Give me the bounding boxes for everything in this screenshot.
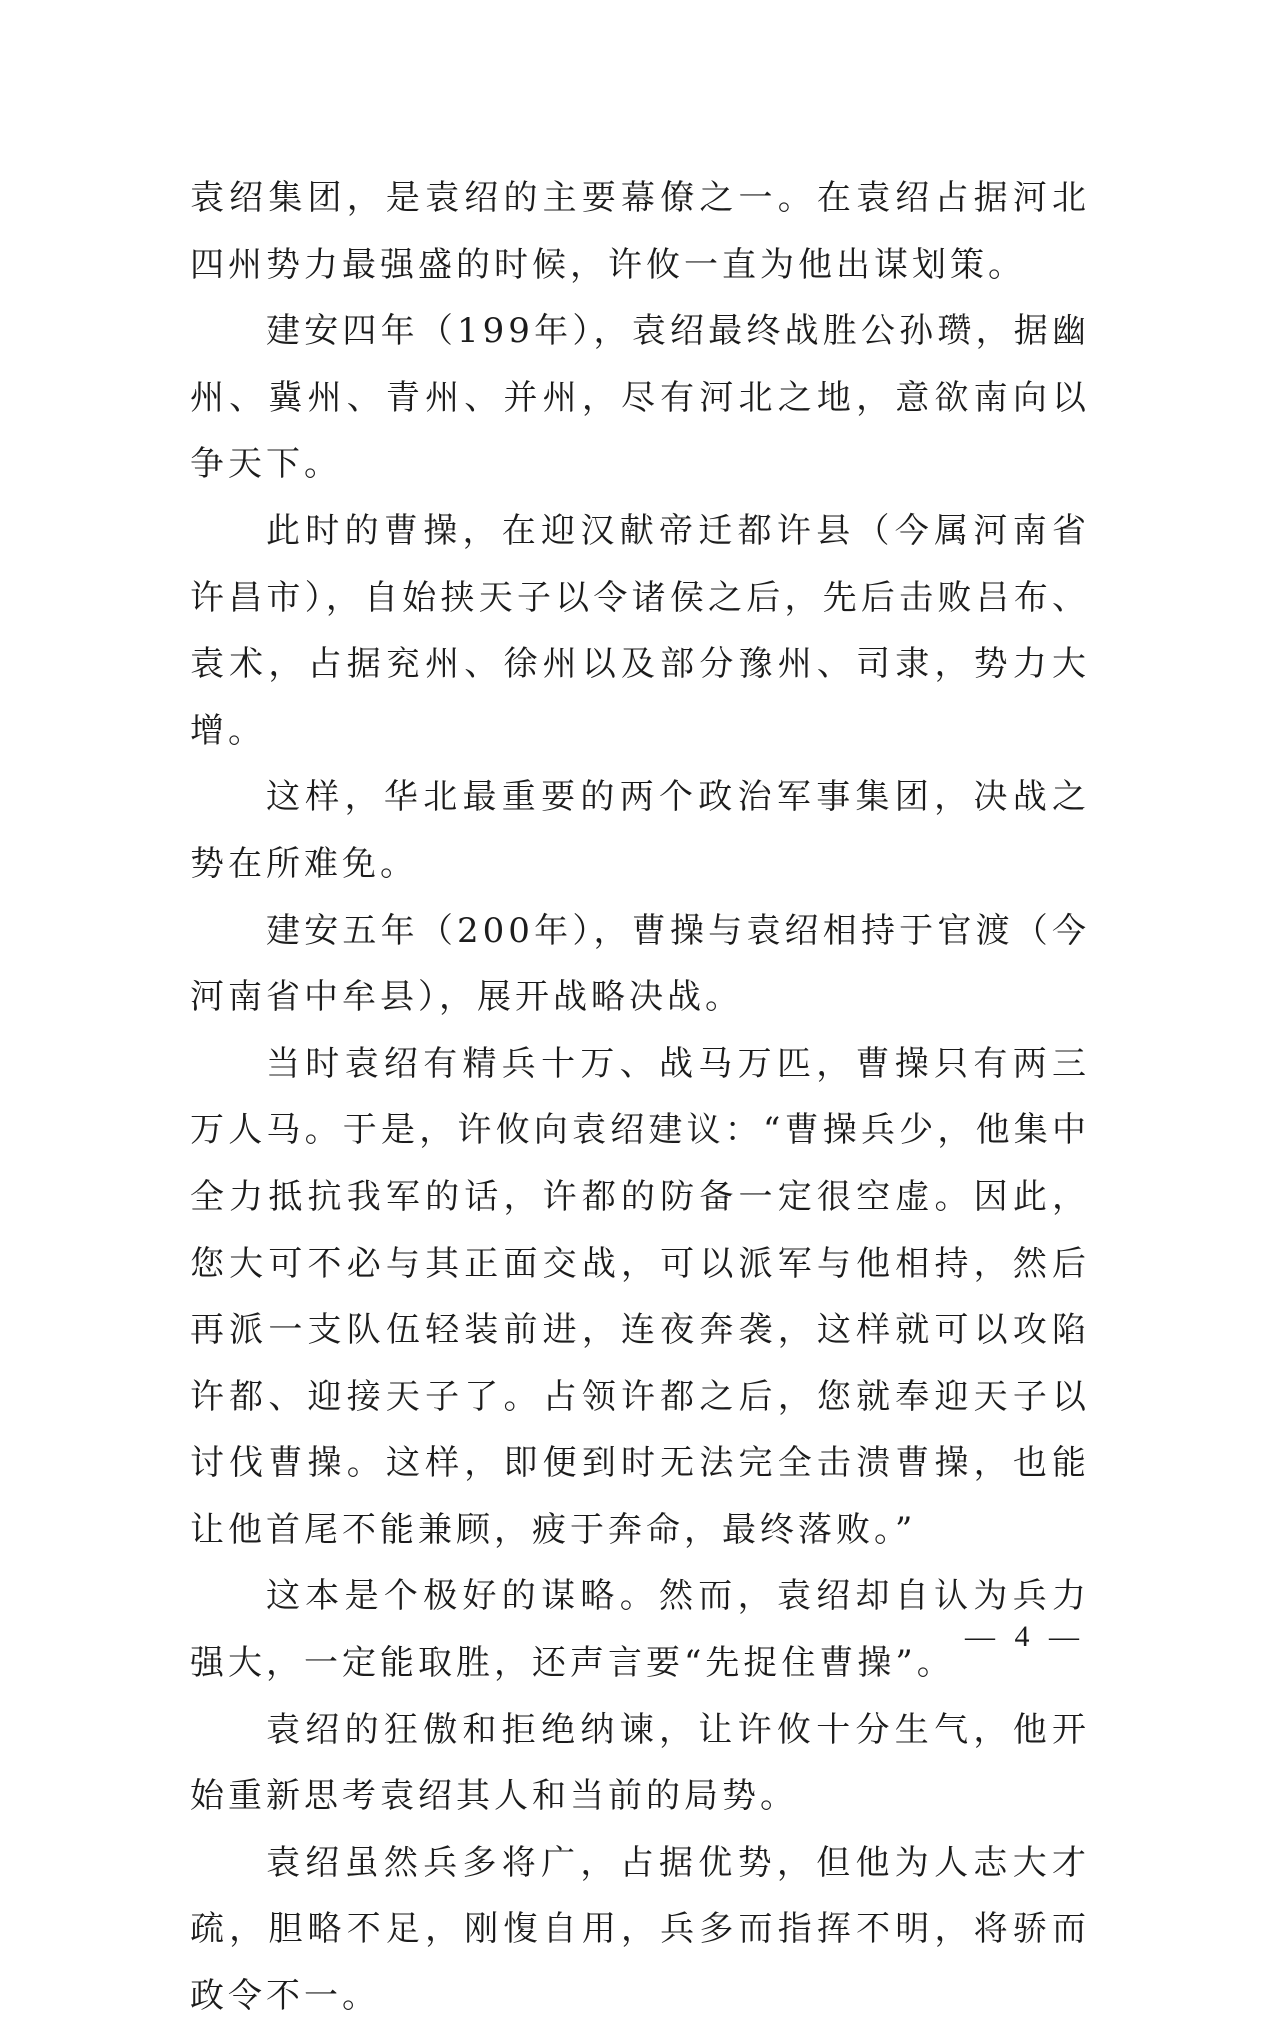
- paragraph-5: 建安五年（200年），曹操与袁绍相持于官渡（今河南省中牟县），展开战略决战。: [190, 910, 1090, 1018]
- paragraph-2: 建安四年（199年），袁绍最终战胜公孙瓒，据幽州、冀州、青州、并州，尽有河北之地，意欲南向以争天下。: [190, 311, 1090, 485]
- paragraph-6: 当时袁绍有精兵十万、战马万匹，曹操只有两三万人马。于是，许攸向袁绍建议：“曹操兵少，他集中全力抵抗我军的话，许都的防备一定很空虚。因此，您大可不必与其正面交战，可以派军与他相持，然后再派一支队伍轻装前进，连夜奔袭，这样就可以攻陷许都、迎接天子了。占领许都之后，您就奉迎天子以讨伐曹操。这样，即便到时无法完全击溃曹操，也能让他首尾不能兼顾，疲于奔命，最终落败。”: [190, 1043, 1090, 1550]
- paragraph-8: 袁绍的狂傲和拒绝纳谏，让许攸十分生气，他开始重新思考袁绍其人和当前的局势。: [190, 1709, 1090, 1817]
- paragraph-3: 此时的曹操，在迎汉献帝迁都许县（今属河南省许昌市），自始挟天子以令诸侯之后，先后击败吕布、袁术，占据兖州、徐州以及部分豫州、司隶，势力大增。: [190, 510, 1090, 751]
- paragraph-1: 袁绍集团，是袁绍的主要幕僚之一。在袁绍占据河北四州势力最强盛的时候，许攸一直为他出谋划策。: [190, 178, 1090, 285]
- paragraph-9: 袁绍虽然兵多将广，占据优势，但他为人志大才疏，胆略不足，刚愎自用，兵多而指挥不明，将骄而政令不一。: [190, 1842, 1090, 2017]
- body-text: [190, 165, 1090, 2030]
- paragraph-7: 这本是个极好的谋略。然而，袁绍却自认为兵力强大，一定能取胜，还声言要“先捉住曹操”。: [190, 1576, 1090, 1684]
- page-number: — 4 —: [965, 1620, 1085, 1653]
- paragraph-4: 这样，华北最重要的两个政治军事集团，决战之势在所难免。: [190, 777, 1090, 884]
